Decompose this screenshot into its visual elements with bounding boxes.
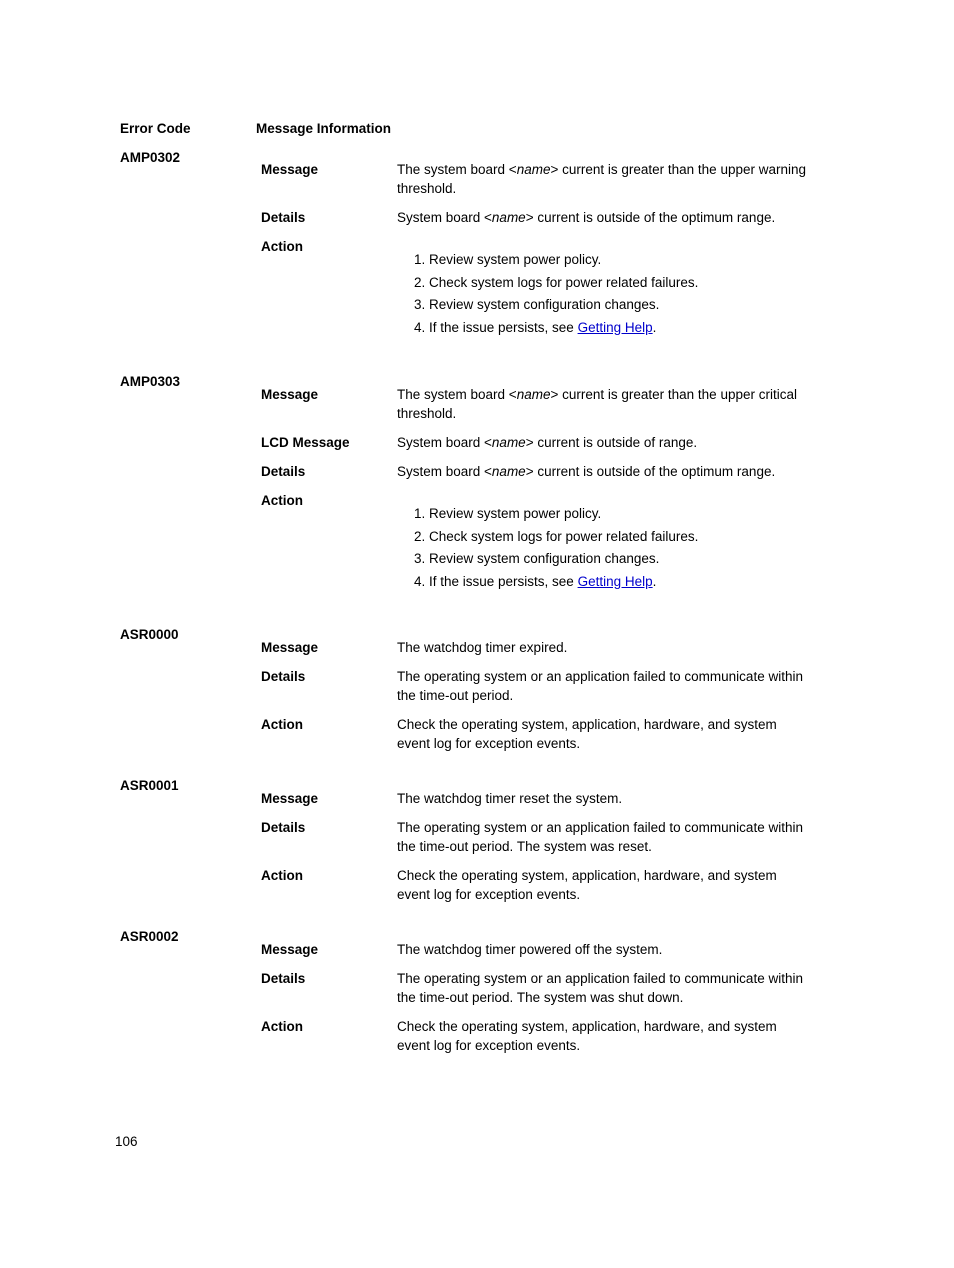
message-label: Message (261, 387, 319, 402)
lcd-message-text-part: System board < (397, 435, 492, 450)
message-text-part: > current is greater than the upper critical threshold. (397, 387, 797, 421)
action-step-text: . (652, 573, 657, 589)
action-step: 1. Review system power policy. (429, 503, 809, 526)
action-step: 3. Review system configuration changes. (429, 548, 809, 571)
error-code: AMP0303 (120, 374, 181, 389)
action-label: Action (261, 717, 303, 732)
message-label: Message (261, 162, 319, 177)
action-step: 2. Check system logs for power related failures. (429, 272, 809, 295)
error-code: ASR0000 (120, 627, 179, 642)
details-text-part: > current is outside of the optimum range. (525, 210, 776, 225)
message-text (397, 160, 807, 198)
getting-help-link[interactable]: Getting Help (577, 319, 653, 335)
action-label: Action (261, 1019, 303, 1034)
action-steps-list (397, 249, 809, 339)
message-label: Message (261, 640, 319, 655)
details-label: Details (261, 820, 306, 835)
details-text-part: System board < (397, 210, 492, 225)
lcd-message-label: LCD Message (261, 435, 350, 450)
action-text: Check the operating system, application, hardware, and system event log for exception events. (397, 1019, 777, 1053)
message-label: Message (261, 791, 319, 806)
lcd-message-placeholder-name: name (491, 435, 526, 450)
details-label: Details (261, 464, 306, 479)
action-step-text: If the issue persists, see (429, 573, 578, 589)
action-steps-list (397, 503, 809, 593)
action-step-text: If the issue persists, see (429, 319, 578, 335)
message-label: Message (261, 942, 319, 957)
details-text: The operating system or an application failed to communicate within the time-out period. (397, 669, 803, 703)
column-header-error-code: Error Code (120, 121, 191, 136)
details-placeholder-name: name (491, 464, 526, 479)
details-text: The operating system or an application failed to communicate within the time-out period. The system was reset. (397, 820, 803, 854)
message-text-part: The system board < (397, 162, 517, 177)
lcd-message-text-part: > current is outside of range. (525, 435, 698, 450)
action-text: Check the operating system, application, hardware, and system event log for exception events. (397, 868, 777, 902)
action-step (429, 571, 809, 594)
action-step-text: . (652, 319, 657, 335)
details-text-part: > current is outside of the optimum range. (525, 464, 776, 479)
message-text-part: The system board < (397, 387, 517, 402)
action-label: Action (261, 868, 303, 883)
details-label: Details (261, 971, 306, 986)
details-text: The operating system or an application failed to communicate within the time-out period. The system was shut down. (397, 971, 803, 1005)
details-text (397, 208, 807, 227)
message-text: The watchdog timer expired. (397, 640, 568, 655)
error-code: ASR0001 (120, 778, 179, 793)
action-step: 1. Review system power policy. (429, 249, 809, 272)
message-placeholder-name: name (516, 387, 551, 402)
details-label: Details (261, 210, 306, 225)
action-step: 2. Check system logs for power related failures. (429, 526, 809, 549)
message-text: The watchdog timer powered off the system. (397, 942, 663, 957)
action-step: 3. Review system configuration changes. (429, 294, 809, 317)
action-label: Action (261, 493, 303, 508)
message-text (397, 385, 807, 423)
action-text: Check the operating system, application, hardware, and system event log for exception events. (397, 717, 777, 751)
page-number: 106 (115, 1134, 138, 1149)
getting-help-link[interactable]: Getting Help (577, 573, 653, 589)
message-placeholder-name: name (516, 162, 551, 177)
details-label: Details (261, 669, 306, 684)
action-label: Action (261, 239, 303, 254)
message-text-part: > current is greater than the upper warning threshold. (397, 162, 806, 196)
details-text (397, 462, 807, 481)
action-step (429, 317, 809, 340)
message-text: The watchdog timer reset the system. (397, 791, 623, 806)
error-code: ASR0002 (120, 929, 179, 944)
details-text-part: System board < (397, 464, 492, 479)
column-header-message-information: Message Information (256, 121, 392, 136)
error-code: AMP0302 (120, 150, 181, 165)
lcd-message-text (397, 433, 807, 452)
details-placeholder-name: name (491, 210, 526, 225)
